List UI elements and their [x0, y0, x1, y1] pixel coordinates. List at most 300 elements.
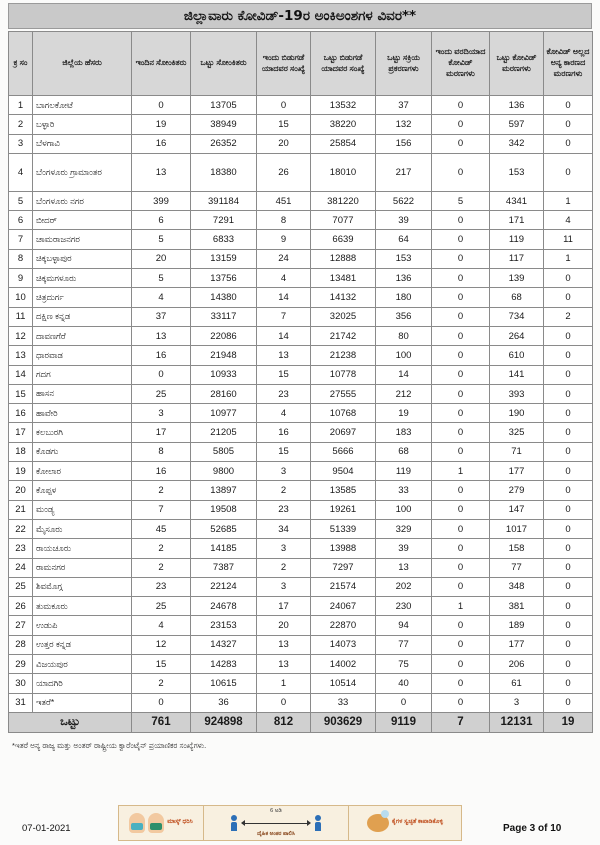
table-cell: 217 — [376, 153, 432, 191]
table-cell: 19508 — [191, 500, 257, 519]
table-cell: 342 — [490, 134, 544, 153]
district-name-cell: ಗದಗ — [33, 365, 132, 384]
table-cell: 7 — [132, 500, 191, 519]
district-name-cell: ಮಂಡ್ಯ — [33, 500, 132, 519]
table-cell: 13 — [257, 346, 311, 365]
table-cell: 16 — [9, 404, 33, 423]
table-cell: 12888 — [311, 249, 376, 268]
total-cell: 903629 — [311, 712, 376, 732]
table-cell: 156 — [376, 134, 432, 153]
table-cell: 20 — [9, 481, 33, 500]
table-cell: 13159 — [191, 249, 257, 268]
table-cell: 26 — [257, 153, 311, 191]
total-cell: 812 — [257, 712, 311, 732]
table-cell: 0 — [432, 269, 490, 288]
table-cell: 25 — [132, 384, 191, 403]
column-header: ಒಟ್ಟು ಕೋವಿಡ್ ಮರಣಗಳು — [490, 32, 544, 96]
table-row — [9, 346, 593, 365]
table-cell: 0 — [544, 500, 593, 519]
table-cell: 19 — [9, 462, 33, 481]
table-cell: 0 — [376, 693, 432, 712]
table-cell: 5 — [432, 191, 490, 210]
page-number: Page 3 of 10 — [503, 823, 562, 834]
table-cell: 202 — [376, 577, 432, 596]
table-cell: 14 — [376, 365, 432, 384]
table-cell: 348 — [490, 577, 544, 596]
table-cell: 10615 — [191, 674, 257, 693]
table-cell: 0 — [432, 635, 490, 654]
table-cell: 9 — [257, 230, 311, 249]
table-row — [9, 153, 593, 191]
table-cell: 14185 — [191, 539, 257, 558]
district-name-cell: ಕಲಬುರಗಿ — [33, 423, 132, 442]
table-cell: 23 — [257, 384, 311, 403]
column-header: ಇಂದು ಬಿಡುಗಡೆ ಯಾದವರ ಸಂಖ್ಯೆ — [257, 32, 311, 96]
district-name-cell: ಬಾಗಲಕೋಟೆ — [33, 96, 132, 115]
table-row — [9, 674, 593, 693]
table-cell: 15 — [132, 655, 191, 674]
table-cell: 3 — [257, 577, 311, 596]
table-cell: 13585 — [311, 481, 376, 500]
table-cell: 0 — [544, 404, 593, 423]
table-cell: 0 — [432, 365, 490, 384]
table-cell: 597 — [490, 115, 544, 134]
table-cell: 325 — [490, 423, 544, 442]
table-cell: 393 — [490, 384, 544, 403]
table-cell: 14283 — [191, 655, 257, 674]
table-cell: 4 — [257, 404, 311, 423]
table-cell: 17 — [9, 423, 33, 442]
table-cell: 381220 — [311, 191, 376, 210]
table-cell: 171 — [490, 211, 544, 230]
table-cell: 10778 — [311, 365, 376, 384]
total-cell: 924898 — [191, 712, 257, 732]
table-cell: 14 — [257, 288, 311, 307]
table-cell: 0 — [432, 96, 490, 115]
table-cell: 11 — [9, 307, 33, 326]
table-cell: 37 — [132, 307, 191, 326]
table-cell: 36 — [191, 693, 257, 712]
table-cell: 0 — [432, 249, 490, 268]
table-cell: 24678 — [191, 597, 257, 616]
table-cell: 20 — [257, 616, 311, 635]
table-cell: 0 — [432, 211, 490, 230]
table-cell: 0 — [432, 655, 490, 674]
table-cell: 180 — [376, 288, 432, 307]
table-cell: 4 — [257, 269, 311, 288]
table-cell: 2 — [257, 481, 311, 500]
table-cell: 12 — [9, 326, 33, 345]
district-name-cell: ವಿಜಯಪುರ — [33, 655, 132, 674]
table-cell: 0 — [544, 635, 593, 654]
table-cell: 8 — [257, 211, 311, 230]
table-cell: 183 — [376, 423, 432, 442]
table-cell: 17 — [257, 597, 311, 616]
soap-hands-icon — [367, 814, 389, 832]
table-cell: 0 — [544, 655, 593, 674]
table-cell: 22086 — [191, 326, 257, 345]
table-row — [9, 539, 593, 558]
table-cell: 51339 — [311, 519, 376, 538]
table-cell: 0 — [432, 500, 490, 519]
table-cell: 1 — [544, 191, 593, 210]
table-cell: 75 — [376, 655, 432, 674]
table-cell: 5 — [9, 191, 33, 210]
table-cell: 14073 — [311, 635, 376, 654]
table-cell: 153 — [490, 153, 544, 191]
table-cell: 4 — [132, 616, 191, 635]
table-cell: 15 — [257, 442, 311, 461]
table-cell: 18380 — [191, 153, 257, 191]
mask-text: ಮಾಸ್ಕ್ ಧರಿಸಿ — [167, 819, 193, 826]
table-row — [9, 616, 593, 635]
table-cell: 16 — [132, 346, 191, 365]
table-cell: 139 — [490, 269, 544, 288]
table-cell: 0 — [432, 288, 490, 307]
column-header: ಒಟ್ಟು ಸಕ್ರಿಯ ಪ್ರಕರಣಗಳು — [376, 32, 432, 96]
table-cell: 5666 — [311, 442, 376, 461]
district-name-cell: ತುಮಕೂರು — [33, 597, 132, 616]
column-header: ಜಿಲ್ಲೆಯ ಹೆಸರು — [33, 32, 132, 96]
district-name-cell: ಧಾರವಾಡ — [33, 346, 132, 365]
table-cell: 8 — [132, 442, 191, 461]
table-cell: 39 — [376, 539, 432, 558]
table-cell: 0 — [544, 326, 593, 345]
district-name-cell: ರಾಮನಗರ — [33, 558, 132, 577]
table-cell: 26352 — [191, 134, 257, 153]
table-cell: 5622 — [376, 191, 432, 210]
table-cell: 0 — [257, 693, 311, 712]
district-name-cell: ಶಿವಮೊಗ್ಗ — [33, 577, 132, 596]
table-cell: 21205 — [191, 423, 257, 442]
table-cell: 0 — [432, 230, 490, 249]
table-cell: 2 — [544, 307, 593, 326]
table-cell: 0 — [132, 96, 191, 115]
district-name-cell: ಕೊಪ್ಪಳ — [33, 481, 132, 500]
total-cell: 12131 — [490, 712, 544, 732]
table-cell: 4 — [544, 211, 593, 230]
table-cell: 16 — [257, 423, 311, 442]
district-name-cell: ಚಿಕ್ಕಮಗಳೂರು — [33, 269, 132, 288]
table-cell: 117 — [490, 249, 544, 268]
table-cell: 16 — [132, 134, 191, 153]
table-cell: 14380 — [191, 288, 257, 307]
table-cell: 24 — [257, 249, 311, 268]
table-cell: 23153 — [191, 616, 257, 635]
table-cell: 24067 — [311, 597, 376, 616]
table-cell: 12 — [132, 635, 191, 654]
column-header: ಒಟ್ಟು ಸೋಂಕಿತರು — [191, 32, 257, 96]
table-cell: 25 — [9, 577, 33, 596]
table-cell: 13897 — [191, 481, 257, 500]
table-cell: 33117 — [191, 307, 257, 326]
table-cell: 22 — [9, 519, 33, 538]
table-cell: 14 — [9, 365, 33, 384]
district-name-cell: ಚಿತ್ರದುರ್ಗ — [33, 288, 132, 307]
table-cell: 279 — [490, 481, 544, 500]
table-cell: 38220 — [311, 115, 376, 134]
table-cell: 158 — [490, 539, 544, 558]
table-cell: 0 — [432, 693, 490, 712]
table-cell: 190 — [490, 404, 544, 423]
table-cell: 10 — [9, 288, 33, 307]
table-cell: 0 — [544, 384, 593, 403]
table-row — [9, 288, 593, 307]
table-cell: 18 — [9, 442, 33, 461]
table-cell: 13 — [132, 153, 191, 191]
table-cell: 19 — [132, 115, 191, 134]
table-cell: 1 — [432, 597, 490, 616]
table-row — [9, 115, 593, 134]
table-cell: 61 — [490, 674, 544, 693]
table-row — [9, 249, 593, 268]
district-name-cell: ಬೆಳಗಾವಿ — [33, 134, 132, 153]
table-cell: 329 — [376, 519, 432, 538]
table-cell: 26 — [9, 597, 33, 616]
table-header-row — [9, 32, 593, 96]
table-cell: 264 — [490, 326, 544, 345]
table-cell: 0 — [432, 674, 490, 693]
table-cell: 2 — [132, 558, 191, 577]
table-cell: 28160 — [191, 384, 257, 403]
table-cell: 100 — [376, 500, 432, 519]
distance-label: 6 ಅಡಿ — [270, 808, 282, 814]
table-row — [9, 307, 593, 326]
table-cell: 7 — [257, 307, 311, 326]
table-cell: 45 — [132, 519, 191, 538]
table-cell: 2 — [257, 558, 311, 577]
table-cell: 0 — [544, 96, 593, 115]
table-cell: 34 — [257, 519, 311, 538]
table-cell: 14132 — [311, 288, 376, 307]
table-cell: 0 — [544, 539, 593, 558]
table-cell: 0 — [544, 674, 593, 693]
table-cell: 7297 — [311, 558, 376, 577]
table-row — [9, 384, 593, 403]
table-cell: 27 — [9, 616, 33, 635]
table-row — [9, 577, 593, 596]
table-cell: 21574 — [311, 577, 376, 596]
table-cell: 15 — [257, 115, 311, 134]
total-cell: 9119 — [376, 712, 432, 732]
table-cell: 0 — [432, 134, 490, 153]
table-cell: 0 — [432, 346, 490, 365]
double-arrow-icon — [242, 823, 310, 824]
table-cell: 0 — [432, 423, 490, 442]
table-cell: 21238 — [311, 346, 376, 365]
table-cell: 10768 — [311, 404, 376, 423]
table-cell: 0 — [257, 96, 311, 115]
table-cell: 24 — [9, 558, 33, 577]
table-cell: 13705 — [191, 96, 257, 115]
table-cell: 6639 — [311, 230, 376, 249]
table-row — [9, 365, 593, 384]
table-cell: 230 — [376, 597, 432, 616]
table-row — [9, 191, 593, 210]
table-cell: 0 — [544, 481, 593, 500]
table-cell: 17 — [132, 423, 191, 442]
table-cell: 399 — [132, 191, 191, 210]
table-cell: 77 — [490, 558, 544, 577]
table-cell: 0 — [432, 442, 490, 461]
table-cell: 13 — [9, 346, 33, 365]
column-header: ಕೋವಿಡ್ ಅಲ್ಲದ ಅನ್ಯ ಕಾರಣದ ಮರಣಗಳು — [544, 32, 593, 96]
district-name-cell: ರಾಯಚೂರು — [33, 539, 132, 558]
table-cell: 212 — [376, 384, 432, 403]
table-cell: 32025 — [311, 307, 376, 326]
table-cell: 6833 — [191, 230, 257, 249]
table-row — [9, 558, 593, 577]
table-cell: 0 — [544, 462, 593, 481]
table-cell: 206 — [490, 655, 544, 674]
table-cell: 3 — [9, 134, 33, 153]
district-name-cell: ಬೆಂಗಳೂರು ಗ್ರಾಮಾಂತರ — [33, 153, 132, 191]
table-cell: 9 — [9, 269, 33, 288]
table-cell: 0 — [544, 153, 593, 191]
table-cell: 5805 — [191, 442, 257, 461]
table-cell: 71 — [490, 442, 544, 461]
table-cell: 4 — [9, 153, 33, 191]
district-name-cell: ಚಾಮರಾಜನಗರ — [33, 230, 132, 249]
table-cell: 0 — [544, 558, 593, 577]
column-header: ಇಂದಿನ ಸೋಂಕಿತರು — [132, 32, 191, 96]
table-cell: 28 — [9, 635, 33, 654]
table-cell: 10977 — [191, 404, 257, 423]
total-label: ಒಟ್ಟು — [9, 712, 132, 732]
table-cell: 18010 — [311, 153, 376, 191]
table-cell: 27555 — [311, 384, 376, 403]
district-name-cell: ಉತ್ತರ ಕನ್ನಡ — [33, 635, 132, 654]
district-name-cell: ಚಿಕ್ಕಬಳ್ಳಾಪುರ — [33, 249, 132, 268]
table-cell: 13 — [257, 655, 311, 674]
table-cell: 15 — [9, 384, 33, 403]
table-row — [9, 655, 593, 674]
table-cell: 40 — [376, 674, 432, 693]
table-cell: 20 — [257, 134, 311, 153]
footnote: *ಇತರೆ ಅನ್ಯ ರಾಜ್ಯ ಮತ್ತು ಅಂತರ್ ರಾಷ್ಟ್ರೀಯ ಕ್ವಾರೆಂಟೈನ್ ಪ್ರಯಾಣಿಕರ ಸಂಖ್ಯೆಗಳು. — [12, 741, 207, 750]
table-cell: 13988 — [311, 539, 376, 558]
table-row — [9, 597, 593, 616]
table-cell: 33 — [311, 693, 376, 712]
table-row — [9, 635, 593, 654]
column-header: ಒಟ್ಟು ಬಿಡುಗಡೆ ಯಾದವರ ಸಂಖ್ಯೆ — [311, 32, 376, 96]
table-row — [9, 442, 593, 461]
table-cell: 141 — [490, 365, 544, 384]
table-cell: 0 — [544, 134, 593, 153]
table-cell: 734 — [490, 307, 544, 326]
table-cell: 1 — [432, 462, 490, 481]
table-cell: 177 — [490, 462, 544, 481]
table-row — [9, 134, 593, 153]
table-cell: 9504 — [311, 462, 376, 481]
table-cell: 0 — [132, 693, 191, 712]
table-cell: 381 — [490, 597, 544, 616]
table-cell: 0 — [132, 365, 191, 384]
table-cell: 0 — [544, 577, 593, 596]
table-cell: 10933 — [191, 365, 257, 384]
handwash-segment — [349, 806, 461, 840]
mask-face-icon — [148, 813, 164, 833]
table-cell: 20697 — [311, 423, 376, 442]
column-header: ಕ್ರ ಸಂ — [9, 32, 33, 96]
table-cell: 33 — [376, 481, 432, 500]
table-cell: 0 — [432, 481, 490, 500]
table-row — [9, 519, 593, 538]
table-body — [9, 96, 593, 713]
table-cell: 0 — [432, 539, 490, 558]
table-cell: 3 — [132, 404, 191, 423]
table-cell: 19 — [376, 404, 432, 423]
district-name-cell: ದಕ್ಷಿಣ ಕನ್ನಡ — [33, 307, 132, 326]
table-cell: 29 — [9, 655, 33, 674]
district-covid-table — [8, 31, 593, 733]
district-name-cell: ಕೋಲಾರ — [33, 462, 132, 481]
district-name-cell: ಇತರೆ* — [33, 693, 132, 712]
table-cell: 0 — [432, 384, 490, 403]
total-cell: 19 — [544, 712, 593, 732]
table-cell: 5 — [132, 230, 191, 249]
table-cell: 23 — [9, 539, 33, 558]
table-cell: 119 — [490, 230, 544, 249]
distance-segment — [204, 806, 349, 840]
table-cell: 22870 — [311, 616, 376, 635]
table-cell: 0 — [432, 404, 490, 423]
table-cell: 94 — [376, 616, 432, 635]
table-cell: 13756 — [191, 269, 257, 288]
table-cell: 0 — [432, 115, 490, 134]
table-cell: 9800 — [191, 462, 257, 481]
table-cell: 189 — [490, 616, 544, 635]
bulletin-date: 07-01-2021 — [22, 823, 71, 834]
district-name-cell: ಮೈಸೂರು — [33, 519, 132, 538]
table-cell: 132 — [376, 115, 432, 134]
table-cell: 6 — [9, 211, 33, 230]
table-cell: 13532 — [311, 96, 376, 115]
table-cell: 13481 — [311, 269, 376, 288]
table-cell: 6 — [132, 211, 191, 230]
table-cell: 0 — [544, 269, 593, 288]
person-icon — [314, 815, 322, 831]
table-cell: 0 — [544, 288, 593, 307]
table-cell: 13 — [257, 635, 311, 654]
table-cell: 37 — [376, 96, 432, 115]
table-cell: 15 — [257, 365, 311, 384]
district-name-cell: ಉಡುಪಿ — [33, 616, 132, 635]
table-cell: 20 — [132, 249, 191, 268]
table-cell: 23 — [257, 500, 311, 519]
table-cell: 39 — [376, 211, 432, 230]
table-row — [9, 211, 593, 230]
district-name-cell: ಬೆಂಗಳೂರು ನಗರ — [33, 191, 132, 210]
table-cell: 0 — [544, 365, 593, 384]
table-cell: 64 — [376, 230, 432, 249]
table-cell: 2 — [132, 674, 191, 693]
table-cell: 136 — [490, 96, 544, 115]
table-cell: 4 — [132, 288, 191, 307]
table-cell: 147 — [490, 500, 544, 519]
table-cell: 1 — [544, 249, 593, 268]
distance-caption: ದೈಹಿಕ ಅಂತರ ಪಾಲಿಸಿ — [257, 831, 295, 837]
table-cell: 13 — [132, 326, 191, 345]
table-cell: 13 — [376, 558, 432, 577]
table-cell: 25 — [132, 597, 191, 616]
table-cell: 22124 — [191, 577, 257, 596]
table-row — [9, 462, 593, 481]
table-cell: 2 — [132, 539, 191, 558]
district-name-cell: ಬಳ್ಳಾರಿ — [33, 115, 132, 134]
table-cell: 0 — [432, 326, 490, 345]
table-cell: 3 — [257, 462, 311, 481]
